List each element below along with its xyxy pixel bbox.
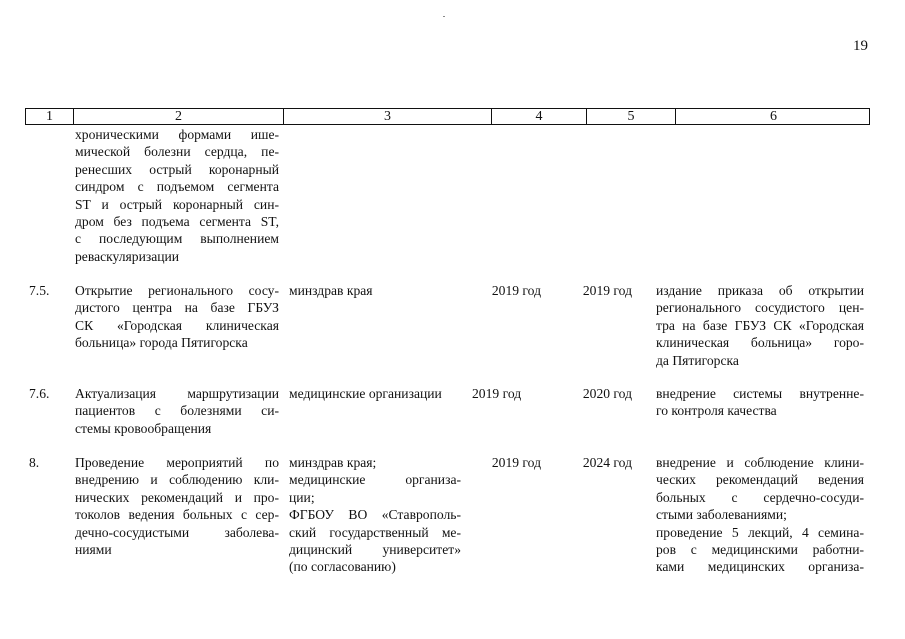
scan-mark <box>443 16 445 17</box>
result-line: стыми заболеваниями; <box>656 507 787 523</box>
description-line: пациентов с болезнями си- <box>75 403 279 419</box>
description-line: токолов ведения больных с сер- <box>75 507 279 523</box>
header-col-1: 1 <box>26 109 74 124</box>
table-header-row <box>25 108 870 125</box>
row-end-year: 2024 год <box>582 455 632 470</box>
description-line: СК «Городская клиническая <box>75 317 279 333</box>
row-result <box>656 282 864 369</box>
description-line: нических рекомендаций и про- <box>75 489 279 505</box>
result-line: издание приказа об открытии <box>656 283 864 298</box>
header-col-3: 3 <box>284 109 492 124</box>
responsible-line: ции; <box>289 489 315 505</box>
description-line: дром без подъема сегмента ST, <box>75 213 279 229</box>
description-line: больница» города Пятигорска <box>75 335 248 351</box>
description-line: синдром с подъемом сегмента <box>75 179 279 195</box>
responsible-line: дицинский университет» <box>289 541 461 557</box>
result-line: ками медицинских организа- <box>656 559 864 575</box>
responsible-line: минздрав края <box>289 283 373 298</box>
result-line: го контроля качества <box>656 403 777 419</box>
description-line: ренесших острый коронарный <box>75 161 279 177</box>
responsible-line: минздрав края; <box>289 455 377 470</box>
result-line: тра на базе ГБУЗ СК «Городская <box>656 317 864 333</box>
description-line: ниями <box>75 541 112 557</box>
row-start-year: 2019 год <box>472 386 522 401</box>
description-line: дечно-сосудистыми заболева- <box>75 524 279 540</box>
row-number: 8. <box>29 455 40 470</box>
responsible-line: медицинские организации <box>289 386 442 401</box>
description-line: реваскуляризации <box>75 248 180 264</box>
header-col-5: 5 <box>587 109 676 124</box>
description-line: мической болезни сердца, пе- <box>75 144 279 160</box>
result-line: больных с сердечно-сосуди- <box>656 489 864 505</box>
description-line: стемы кровообращения <box>75 420 212 436</box>
responsible-line: (по согласованию) <box>289 559 396 575</box>
result-line: регионального сосудистого цен- <box>656 300 864 316</box>
row-start-year: 2019 год <box>491 455 541 470</box>
row-result <box>656 454 864 576</box>
row-responsible <box>289 282 373 299</box>
row-description <box>75 385 279 437</box>
continuation-description <box>75 126 279 265</box>
description-line: внедрению и соблюдению кли- <box>75 472 279 488</box>
row-end-year: 2020 год <box>582 386 632 401</box>
result-line: внедрение и соблюдение клини- <box>656 455 864 470</box>
description-line: Открытие регионального сосу- <box>75 283 279 298</box>
responsible-line: ский государственный ме- <box>289 524 461 540</box>
description-line: Актуализация маршрутизации <box>75 386 279 401</box>
row-responsible <box>289 454 461 576</box>
row-number: 7.5. <box>29 283 50 298</box>
row-description <box>75 282 279 352</box>
header-col-2: 2 <box>74 109 284 124</box>
description-line: хроническими формами ише- <box>75 127 279 142</box>
row-number: 7.6. <box>29 386 50 401</box>
description-line: дистого центра на базе ГБУЗ <box>75 300 279 316</box>
responsible-line: медицинские организа- <box>289 472 461 488</box>
description-line: ST и острый коронарный син- <box>75 196 279 212</box>
row-result <box>656 385 864 420</box>
responsible-line: ФГБОУ ВО «Ставрополь- <box>289 507 461 523</box>
description-line: с последующим выполнением <box>75 231 279 247</box>
result-line: проведение 5 лекций, 4 семина- <box>656 524 864 540</box>
page-number: 19 <box>853 38 868 54</box>
header-col-6: 6 <box>770 109 777 124</box>
row-responsible <box>289 385 442 402</box>
result-line: ческих рекомендаций ведения <box>656 472 864 488</box>
result-line: клиническая больница» горо- <box>656 335 864 351</box>
row-description <box>75 454 279 558</box>
result-line: ров с медицинскими работни- <box>656 541 864 557</box>
description-line: Проведение мероприятий по <box>75 455 279 470</box>
result-line: внедрение системы внутренне- <box>656 386 864 401</box>
result-line: да Пятигорска <box>656 352 739 368</box>
row-end-year: 2019 год <box>582 283 632 298</box>
row-start-year: 2019 год <box>491 283 541 298</box>
header-col-4: 4 <box>492 109 587 124</box>
